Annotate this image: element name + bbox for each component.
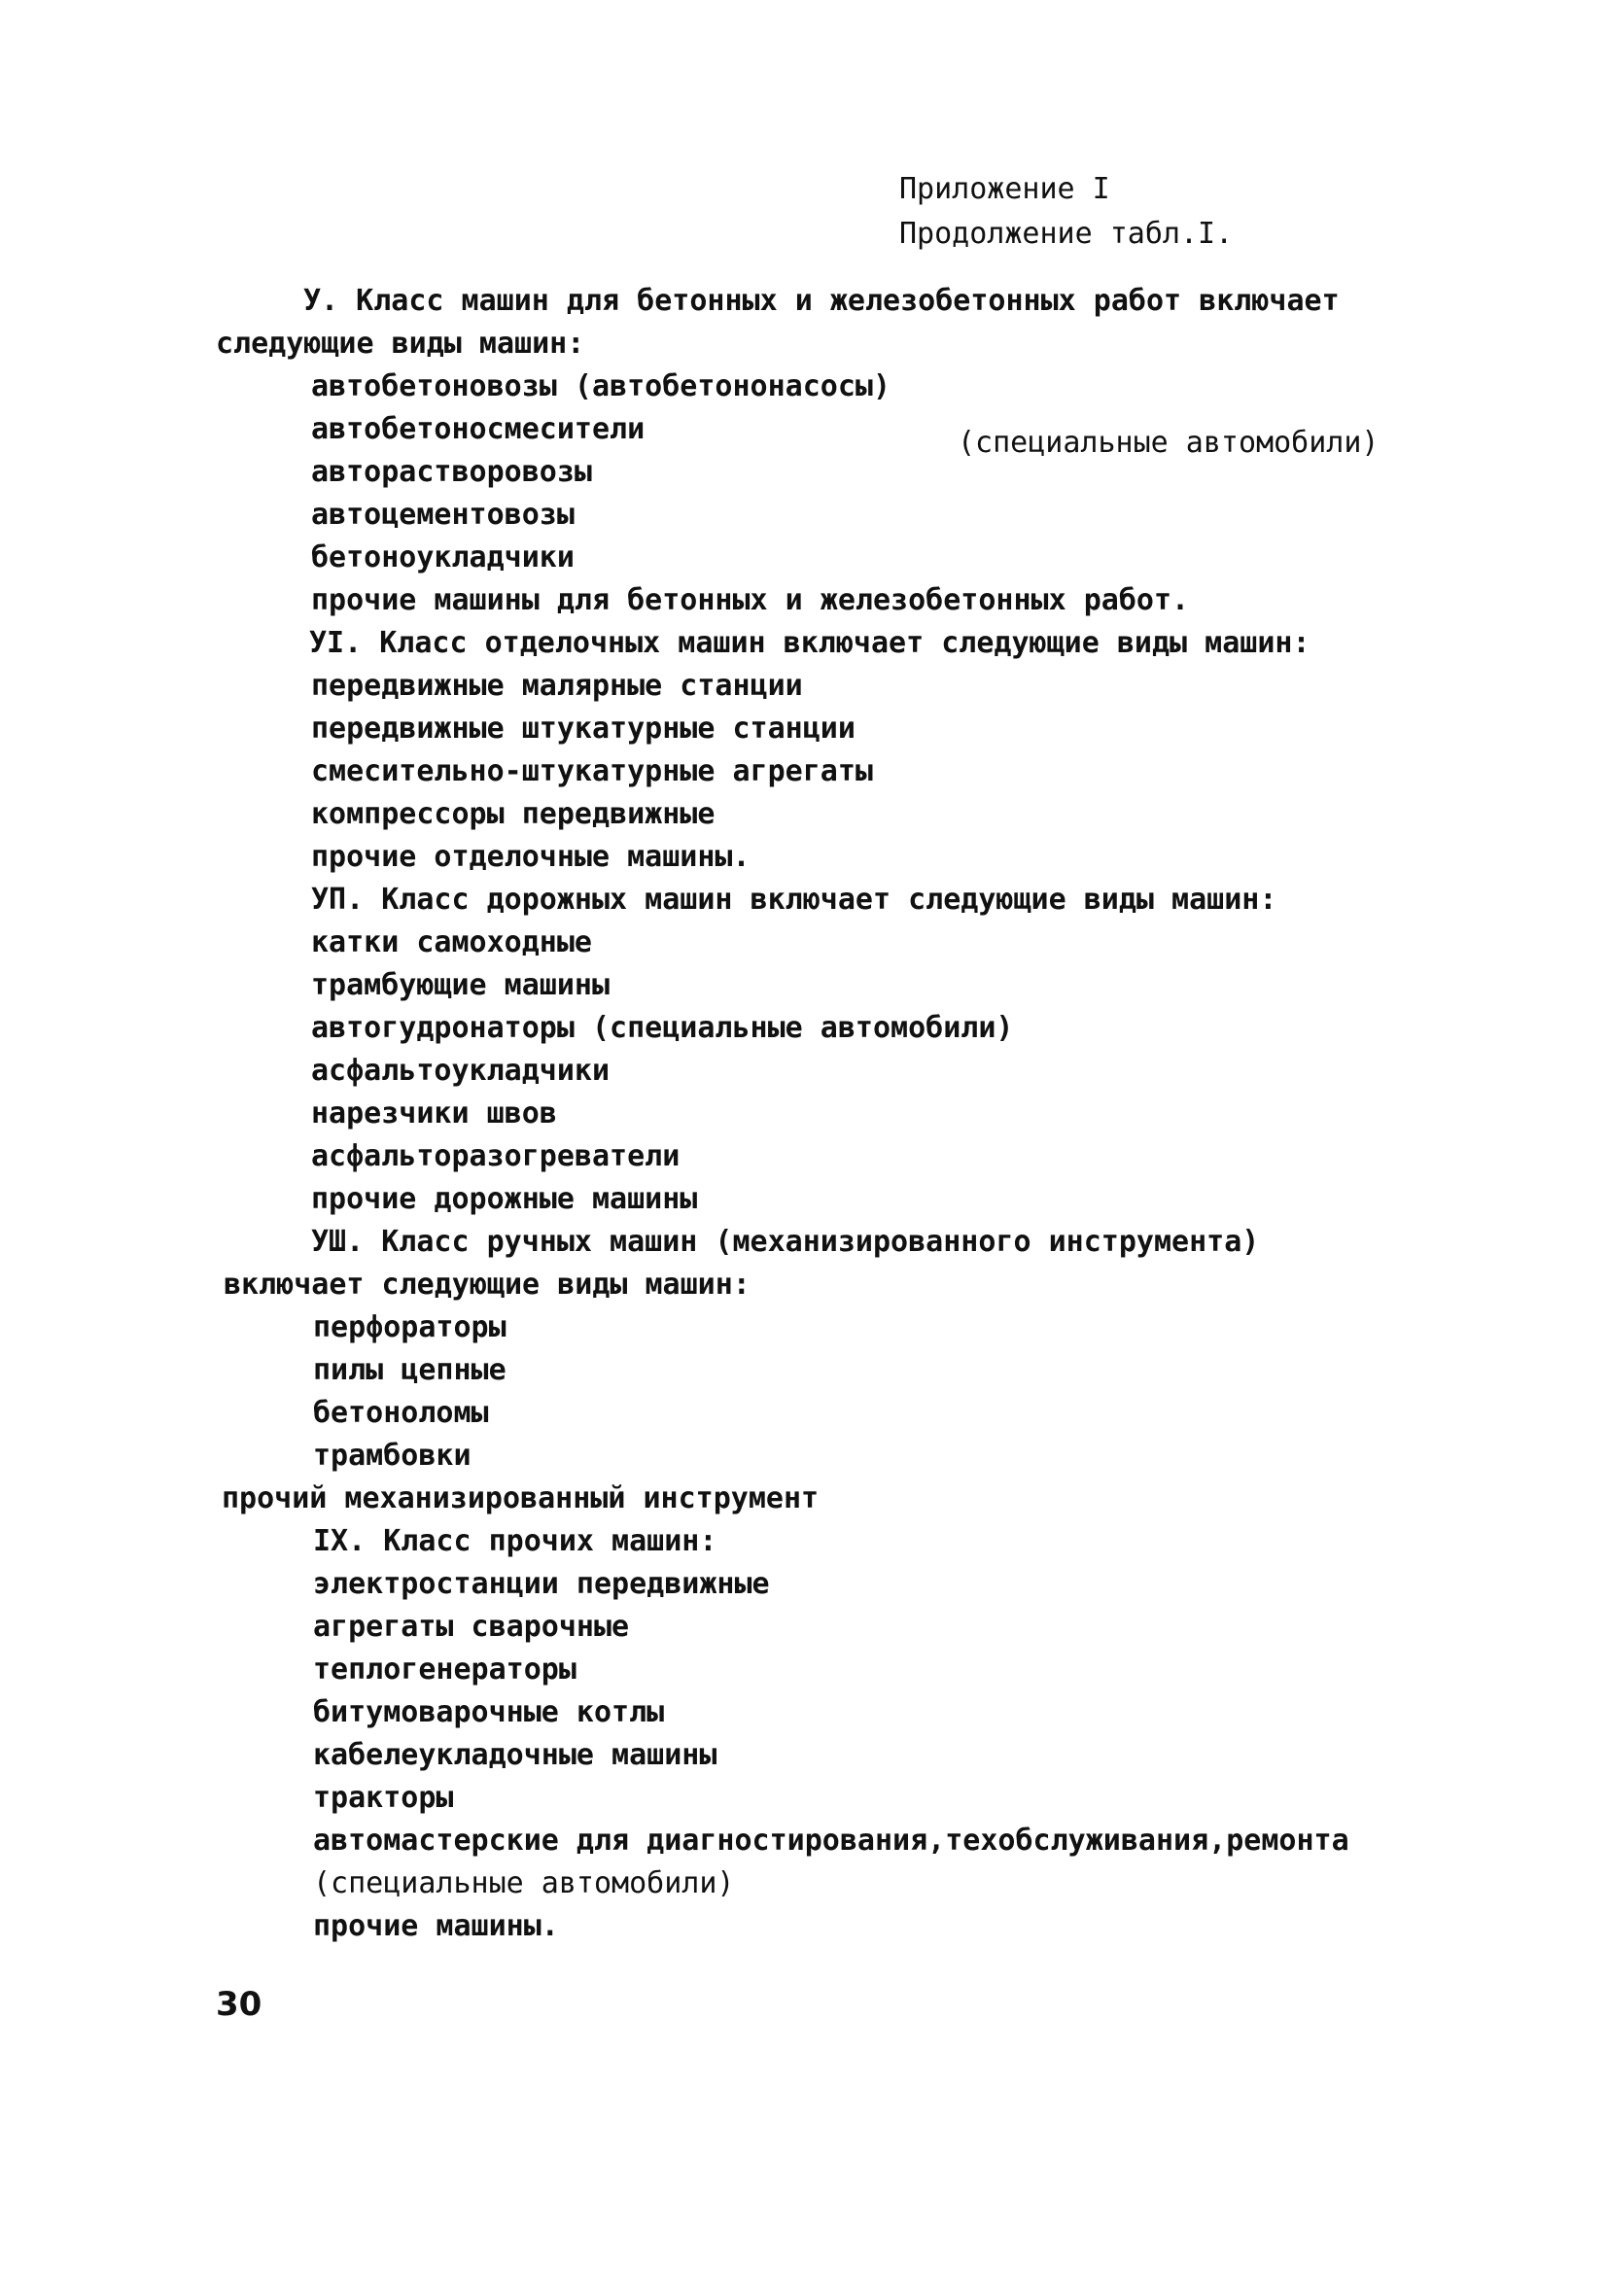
list-item: прочие дорожные машины [311, 1182, 698, 1216]
list-item: агрегаты сварочные [313, 1610, 630, 1644]
section-ix-heading: IX. Класс прочих машин: [313, 1524, 717, 1558]
list-item: авторастворовозы [311, 455, 592, 489]
list-item-note: (специальные автомобили) [313, 1866, 735, 1900]
list-item: прочие машины. [313, 1909, 559, 1943]
section-viii-heading-cont: включает следующие виды машин: [224, 1268, 751, 1302]
list-item: тракторы [313, 1781, 454, 1815]
list-item: прочие отделочные машины. [311, 840, 751, 874]
list-item: прочий механизированный инструмент [222, 1481, 820, 1515]
list-item: кабелеукладочные машины [313, 1738, 717, 1772]
list-item: электростанции передвижные [313, 1567, 770, 1601]
section-vi-heading: УI. Класс отделочных машин включает следующие виды машин: [309, 626, 1310, 660]
list-item: битумоварочные котлы [313, 1695, 665, 1729]
list-item: бетоноукладчики [311, 540, 575, 574]
section-v-heading-cont: следующие виды машин: [216, 327, 585, 361]
list-item: бетоноломы [313, 1396, 489, 1430]
list-item: компрессоры передвижные [311, 797, 716, 831]
list-item: пилы цепные [313, 1353, 507, 1387]
list-item: передвижные малярные станции [311, 669, 803, 703]
special-vehicles-note: (специальные автомобили) [958, 426, 1380, 460]
list-item: автобетоносмесители [311, 412, 646, 446]
list-item: смесительно-штукатурные агрегаты [311, 754, 873, 788]
appendix-header [899, 167, 1233, 257]
list-item: нарезчики швов [311, 1096, 557, 1131]
list-item: трамбующие машины [311, 968, 611, 1002]
list-item: передвижные штукатурные станции [311, 712, 856, 746]
list-item: автобетоновозы (автобетононасосы) [311, 369, 891, 403]
list-item: автомастерские для диагностирования,техобслуживания,ремонта [313, 1824, 1349, 1858]
section-viii-heading: УШ. Класс ручных машин (механизированного инструмента) [311, 1225, 1260, 1259]
section-vii-heading: УП. Класс дорожных машин включает следующие виды машин: [311, 883, 1277, 917]
table-continuation: Продолжение табл.I. [899, 217, 1234, 251]
appendix-title: Приложение I [899, 172, 1110, 206]
list-item: трамбовки [313, 1439, 472, 1473]
list-item: теплогенераторы [313, 1652, 576, 1687]
list-item: автоцементовозы [311, 498, 575, 532]
list-item: катки самоходные [311, 925, 592, 959]
page-number: 30 [216, 1985, 262, 2024]
list-item: асфальторазогреватели [311, 1139, 681, 1173]
section-v-heading: У. Класс машин для бетонных и железобетонных работ включает [303, 284, 1340, 318]
list-item: автогудронаторы (специальные автомобили) [311, 1011, 1014, 1045]
list-item: прочие машины для бетонных и железобетонных работ. [311, 583, 1190, 617]
list-item: перфораторы [313, 1310, 507, 1344]
list-item: асфальтоукладчики [311, 1054, 611, 1088]
